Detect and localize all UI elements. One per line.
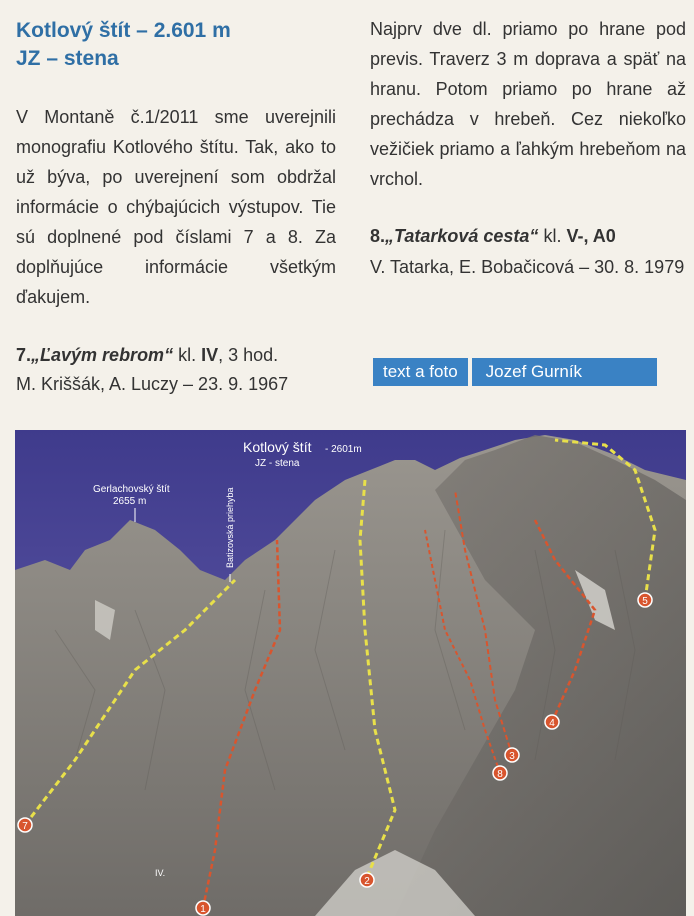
article-subtitle: JZ – stena xyxy=(16,47,119,70)
route8-number: 8. xyxy=(370,226,386,246)
credit-author: Jozef Gurník xyxy=(472,358,657,386)
route-marker-8-label: 8 xyxy=(497,769,503,780)
route-marker-3 xyxy=(505,748,519,762)
route7-name: „Ľavým rebrom“ xyxy=(31,345,174,365)
route-marker-5-label: 5 xyxy=(642,596,648,607)
route-marker-1 xyxy=(196,901,210,915)
route-marker-7-label: 7 xyxy=(22,821,28,832)
route7-number: 7. xyxy=(16,345,32,365)
route8-authors: V. Tatarka, E. Bobačicová – 30. 8. 1979 xyxy=(370,257,685,277)
grade-mark: IV. xyxy=(155,868,166,878)
route8-name: „Tatarková cesta“ xyxy=(385,226,539,246)
mountain-photo-svg xyxy=(15,430,686,916)
mountain-photo xyxy=(15,430,686,916)
route-marker-8 xyxy=(493,766,507,780)
saddle-label: Batizovská priehyba xyxy=(225,487,235,568)
route-marker-4-label: 4 xyxy=(549,718,555,729)
credit-bar xyxy=(373,358,657,386)
route-marker-1-label: 1 xyxy=(200,904,206,915)
summit-label: Kotlový štít xyxy=(243,439,312,455)
route-marker-2 xyxy=(360,873,374,887)
route-marker-5 xyxy=(638,593,652,607)
neighbor-peak-label: Gerlachovský štít xyxy=(93,484,170,495)
summit-alt: - 2601m xyxy=(325,444,362,455)
route7-time: , 3 hod. xyxy=(218,345,279,365)
route7-heading xyxy=(16,340,336,370)
route7-grade: IV xyxy=(201,345,219,365)
route7-grade-prefix: kl. xyxy=(173,345,202,365)
route8-heading xyxy=(370,221,686,251)
face-label: JZ - stena xyxy=(255,458,300,469)
route-marker-3-label: 3 xyxy=(509,751,515,762)
route-marker-2-label: 2 xyxy=(364,876,370,887)
route7-description: Najprv dve dl. priamo po hrane pod previs. Traverz 3 m doprava a späť na hranu. Potom priamo po hrane až prechádza v hrebeň. Cez niekoľko vežičiek priamo a ľahkým hrebeňom na vrchol. xyxy=(370,19,686,189)
article-title: Kotlový štít – 2.601 m xyxy=(16,19,231,42)
route7-authors: M. Kriššák, A. Luczy – 23. 9. 1967 xyxy=(16,374,289,394)
route-marker-4 xyxy=(545,715,559,729)
route-marker-7 xyxy=(18,818,32,832)
neighbor-alt-label: 2655 m xyxy=(113,496,147,507)
route8-grade-prefix: kl. xyxy=(538,226,567,246)
intro-paragraph: V Montaně č.1/2011 sme uverejnili monografiu Kotlového štítu. Tak, ako to už býva, po uverejnení som obdržal informácie o chýbajúcich výstupov. Tie sú doplnené pod číslami 7 a 8. Za doplňujúce informácie všetkým ďakujem. xyxy=(16,107,336,307)
route8-grade: V-, A0 xyxy=(566,226,616,246)
credit-label: text a foto xyxy=(373,358,468,386)
